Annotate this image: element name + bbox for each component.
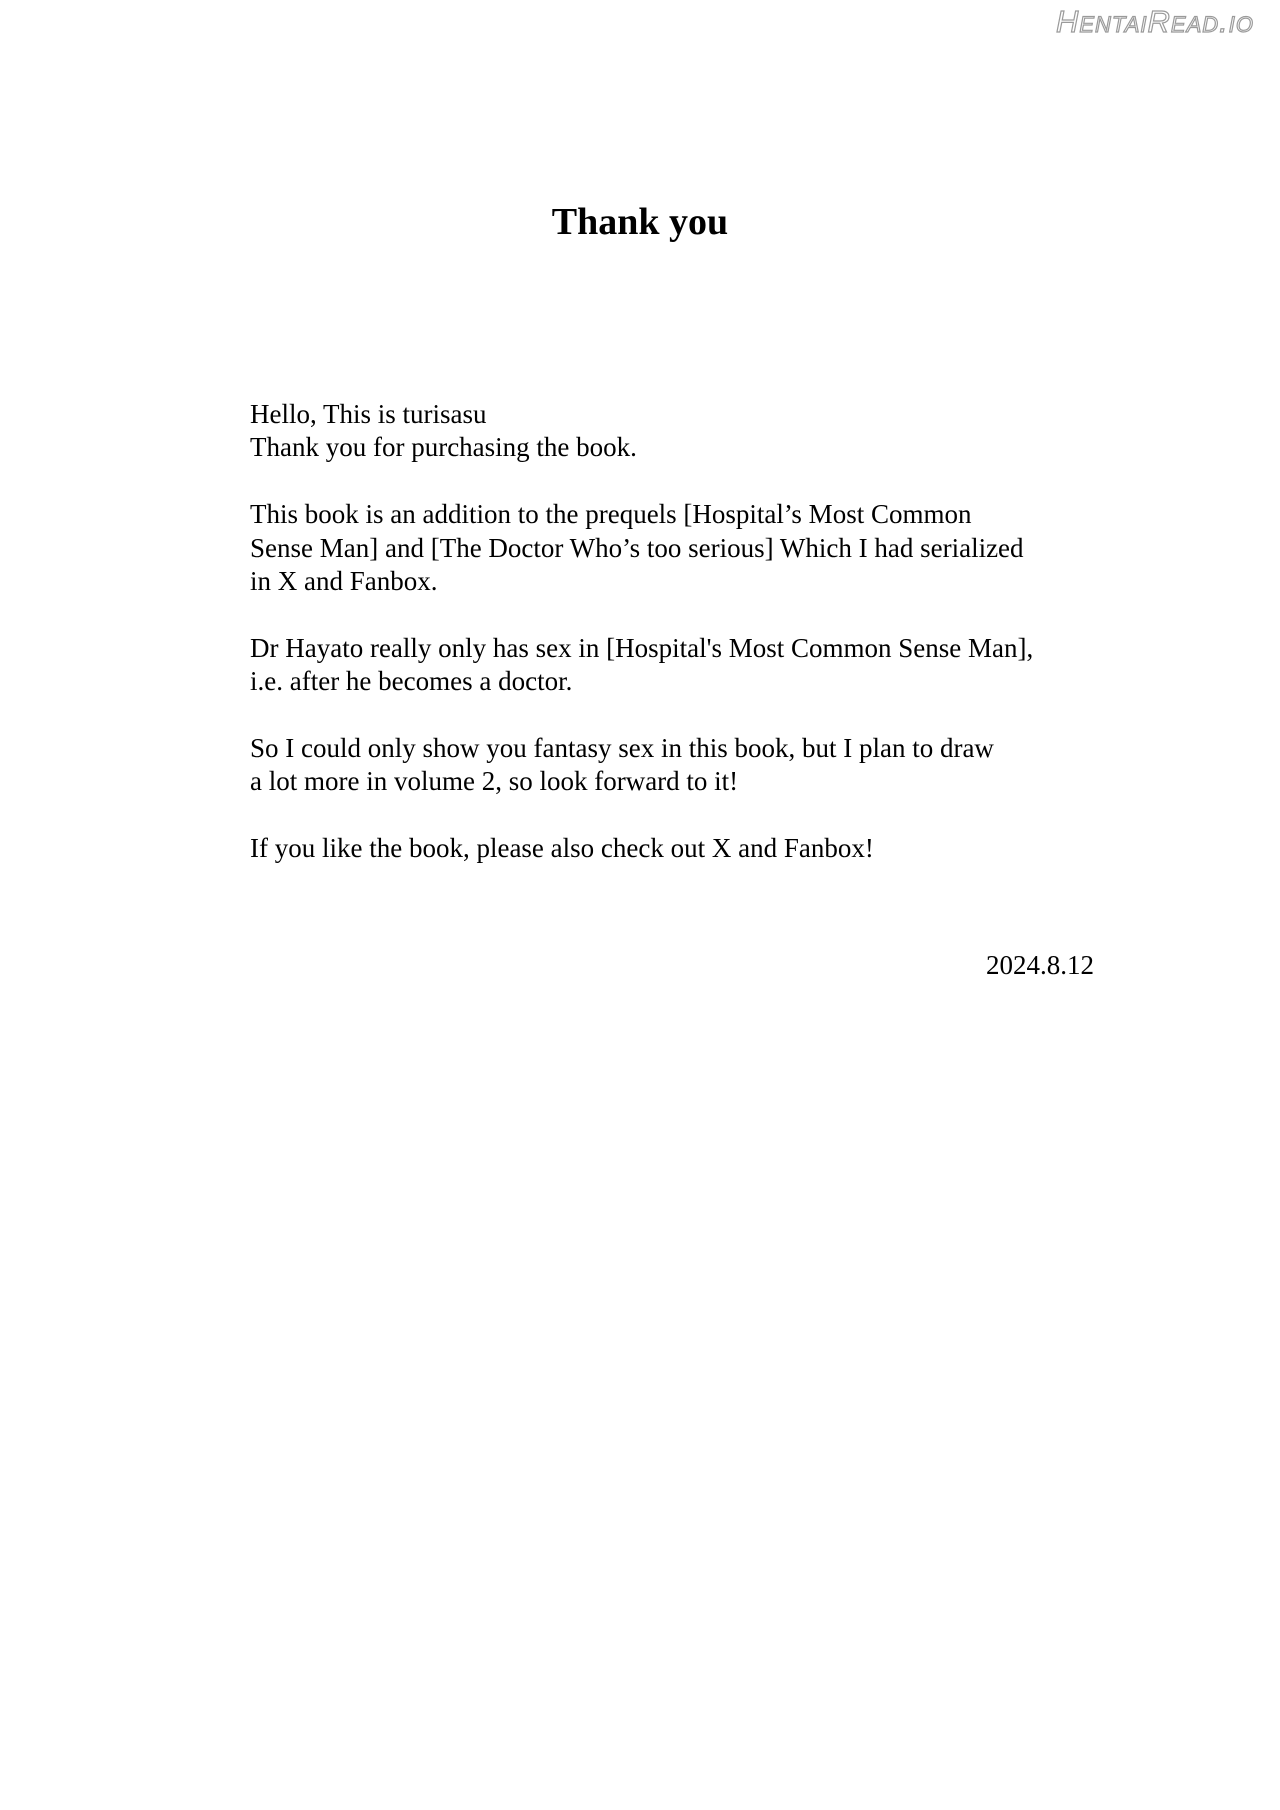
paragraph-book-info bbox=[250, 498, 1110, 598]
letter-body bbox=[250, 398, 1110, 899]
text-line: in X and Fanbox. bbox=[250, 566, 438, 597]
text-line: i.e. after he becomes a doctor. bbox=[250, 666, 573, 697]
text-line: So I could only show you fantasy sex in this book, but I plan to draw bbox=[250, 733, 994, 764]
text-line: Thank you for purchasing the book. bbox=[250, 432, 637, 463]
paragraph-story-note bbox=[250, 632, 1110, 699]
text-line: Hello, This is turisasu bbox=[250, 399, 487, 429]
watermark-logo: HentaiRead.io bbox=[1055, 4, 1254, 39]
paragraph-closing bbox=[250, 832, 1110, 865]
text-line: This book is an addition to the prequels [Hospital’s Most Common bbox=[250, 499, 972, 530]
text-line: If you like the book, please also check out X and Fanbox! bbox=[250, 833, 874, 864]
text-line: Dr Hayato really only has sex in [Hospital's Most Common Sense Man], bbox=[250, 632, 1034, 663]
paragraph-volume-plan bbox=[250, 732, 1110, 799]
text-line: Sense Man] and [The Doctor Who’s too serious] Which I had serialized bbox=[250, 532, 1024, 563]
page-title: Thank you bbox=[551, 201, 729, 243]
letter-date: 2024.8.12 bbox=[986, 950, 1094, 980]
paragraph-greeting bbox=[250, 398, 1110, 465]
text-line: a lot more in volume 2, so look forward to it! bbox=[250, 766, 739, 797]
